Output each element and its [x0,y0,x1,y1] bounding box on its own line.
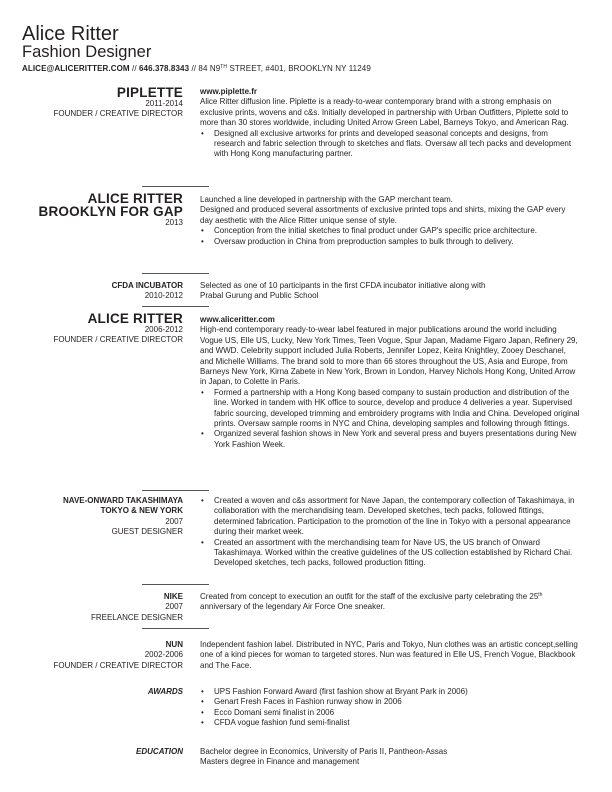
role: GUEST DESIGNER [111,527,183,537]
company-name-line2: BROOKLYN FOR GAP [38,204,183,219]
phone-number: 646.378.8343 [138,64,190,73]
section-divider [142,490,209,491]
nike-details [200,592,580,613]
gap-details [200,195,580,247]
bullet-item: • Genart Fresh Faces in Fashion runway show in 2006 [200,697,580,707]
section-label: EDUCATION [136,747,183,756]
resume-name: Alice Ritter [22,23,119,45]
description: Independent fashion label. Distributed in NYC, Paris and Tokyo, Nun clothes was an artistic concept,selling one of a kind pieces for woman to targeted stores. Nun was featured in Elle US, French Vogue, Blackbook and The Face. [200,640,578,670]
role: FOUNDER / CREATIVE DIRECTOR [53,109,183,119]
description: Selected as one of 10 participants in the first CFDA incubator initiative along with Prabal Gurung and Public School [200,281,486,301]
section-label: AWARDS [147,687,183,696]
bullet-list [200,687,580,729]
years: 2006-2012 [144,325,183,334]
alice-ritter-details [200,315,580,450]
piplette-details [200,87,580,160]
nave-details [200,496,580,569]
role: FREELANCE DESIGNER [90,612,183,622]
cfda-meta [22,281,183,302]
contact-line: ALICE@ALICERITTER.COM // 646.378.8343 // 84 N9TH STREET, #401, BROOKLYN NY 11249 [22,64,371,73]
years: 2011-2014 [145,99,183,108]
company-name: PIPLETTE [116,85,183,100]
nun-meta [22,640,183,671]
cfda-details [200,281,500,302]
awards-meta [22,687,183,697]
alice-ritter-meta [22,312,183,346]
company-name-line1: NAVE-ONWARD TAKASHIMAYA [62,496,183,505]
section-divider [142,273,209,274]
bullet-item: • CFDA vogue fashion fund semi-finalist [200,718,580,728]
education-details [200,747,580,768]
bullet-list [200,226,580,247]
bullet-item: • Organized several fashion shows in New York and several press and buyers presentations during New York Fashion Week. [200,429,580,450]
description-2: Designed and produced several assortments of exclusive printed tops and shirts, mixing the GAP every day aesthetic with the Alice Ritter unique sense of style. [200,205,566,225]
section-divider [142,306,209,307]
description: High-end contemporary ready-to-wear label featured in major publications around the world including Vogue US, Elle US, Lucky, New York Times, Teen Vogue, Spur Japan, Madame Figaro Japan, Refinery 29, and WWD. Celebrity support included Julia Roberts, Jennifer Lopez, Keira Knightley, Zooey Deschanel, and Michelle Williams. The brand sold to more than 66 stores throughout the US, Asia and Europe, from Barneys New York, Kirna Zabete in New York, Brown in London, Harvey Nichols Hong Kong, United Arrow in Japan, to Colette in Paris. [200,325,578,387]
years: 2010-2012 [144,291,183,301]
degree-2: Masters degree in Finance and management [200,757,360,767]
nave-meta [22,496,183,538]
bullet-list [200,496,580,569]
bullet-list [200,388,580,450]
years: 2013 [165,218,183,227]
bullet-list [200,129,580,160]
bullet-item: • Created an assortment with the merchandising team for Nave US, the US branch of Onward Takashimaya. Worked within the creative guidelines of the US collection established by Richard Chai. Developed sketches, tech packs, followed production fitting. [200,538,580,569]
education-meta [22,747,183,757]
bullet-item: • Formed a partnership with a Hong Kong based company to sustain production and distribution of the line. Worked in tandem with HK office to source, develop and produce 4 deliveries a year. Supervised fabric sourcing, developed trimming and embroidery programs with India and China. Developed original prints. Oversaw sample rooms in NYC and China, developing samples and following through fittings. [200,388,580,430]
role: FOUNDER / CREATIVE DIRECTOR [53,335,183,345]
company-url[interactable]: www.piplette.fr [200,87,258,96]
company-name: ALICE RITTER [87,311,183,326]
nun-details [200,640,580,671]
section-divider [142,628,209,629]
company-url[interactable]: www.aliceritter.com [200,315,275,324]
description: Alice Ritter diffusion line. Piplette is a ready-to-wear contemporary brand with a strong emphasis on exclusive prints, wovens and c&s. Initially developed in partnership with Urban Outfitters, Piplette sold to more than 30 stores worldwide, including United Arrow Green Label, Barneys Tokyo, and American Rag. [200,97,569,128]
bullet-item: • Designed all exclusive artworks for prints and developed seasonal concepts and designs, from research and fabric selection through to sketches and flats. Oversaw all tech packs and development with Hong Kong manufacturing partner. [200,129,580,160]
gap-meta [22,192,183,228]
role: FOUNDER / CREATIVE DIRECTOR [53,660,183,670]
resume-title: Fashion Designer [22,43,152,61]
address: 84 N9TH STREET, #401, BROOKLYN NY 11249 [198,64,371,73]
section-divider [142,584,209,585]
piplette-meta [22,86,183,120]
company-name-line2: TOKYO & NEW YORK [100,506,183,516]
company-name-line1: ALICE RITTER [87,191,183,206]
bullet-item: • Oversaw production in China from preproduction samples to bulk through to delivery. [200,237,580,247]
years: 2007 [165,516,183,526]
degree-1: Bachelor degree in Economics, University of Paris II, Pantheon-Assas [200,747,448,756]
nike-meta [22,592,183,623]
bullet-item: • UPS Fashion Forward Award (first fashion show at Bryant Park in 2006) [200,687,580,697]
section-divider [142,186,209,187]
years: 2007 [165,602,183,612]
bullet-item: • Ecco Domani semi finalist in 2006 [200,708,580,718]
description: Created from concept to execution an outfit for the staff of the exclusive party celebrating the 25th anniversary of the legendary Air Force One sneaker. [200,592,543,612]
email-link[interactable]: ALICE@ALICERITTER.COM [22,64,130,73]
company-name: CFDA INCUBATOR [111,281,183,290]
bullet-item: • Created a woven and c&s assortment for Nave Japan, the contemporary collection of Takashimaya, in collaboration with the merchandising team. Developed sketches, tech packs, followed fittings, determined fabrication. Participation to the promotion of the line in Tokyo with a personal appearance during their market week. [200,496,580,538]
bullet-item: • Conception from the initial sketches to final product under GAP's specific price architecture. [200,226,580,236]
description-1: Launched a line developed in partnership with the GAP merchant team. [200,195,453,204]
company-name: NUN [165,640,183,649]
awards-details [200,687,580,729]
company-name: NIKE [163,592,183,601]
years: 2002-2006 [144,650,183,660]
